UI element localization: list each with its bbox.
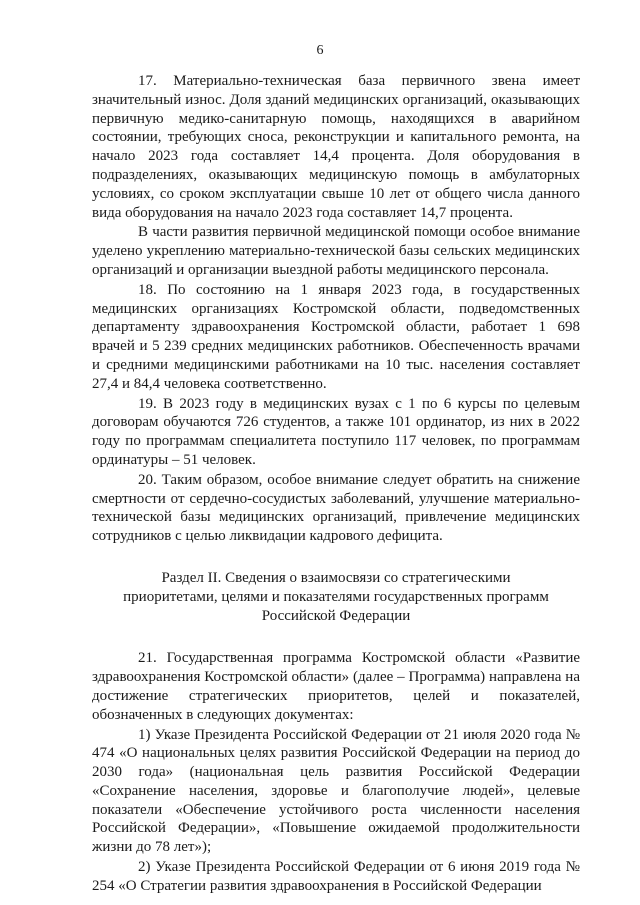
paragraph-20: 20. Таким образом, особое внимание следует обратить на снижение смертности от сердечно-сосудистых заболеваний, улучшение материально-технической базы медицинских организаций, привлечение медицинских сотрудников с целью ликвидации кадрового дефицита.	[92, 471, 580, 545]
section-heading-line-3: Российской Федерации	[261, 607, 411, 624]
list-item-2: 2) Указе Президента Российской Федерации от 6 июня 2019 года № 254 «О Стратегии развития здравоохранения в Российской Федерации	[92, 859, 580, 894]
document-body	[92, 72, 580, 896]
page-number: 6	[316, 43, 324, 58]
paragraph-18: 18. По состоянию на 1 января 2023 года, в государственных медицинских организациях Костромской области, подведомственных департаменту здравоохранения Костромской области, работает 1 698 врачей и 5 239 средних медицинских работников. Обеспеченность врачами и средними медицинскими работниками на 10 тыс. населения составляет 27,4 и 84,4 человека соответственно.	[92, 281, 580, 392]
paragraph-primary-care: В части развития первичной медицинской помощи особое внимание уделено укреплению материально-технической базы сельских медицинских организаций и организации выездной работы медицинского персонала.	[92, 224, 580, 278]
section-heading-line-1: Раздел II. Сведения о взаимосвязи со стратегическими	[161, 569, 511, 586]
section-heading	[92, 569, 580, 625]
paragraph-21: 21. Государственная программа Костромской области «Развитие здравоохранения Костромской области» (далее – Программа) направлена на достижение стратегических приоритетов, целей и показателей, обозначенных в следующих документах:	[92, 650, 580, 723]
paragraph-19: 19. В 2023 году в медицинских вузах с 1 по 6 курсы по целевым договорам обучаются 726 студентов, а также 101 ординатор, из них в 2022 году по программам специалитета поступило 117 человек, по программам ординатуры – 51 человек.	[92, 395, 580, 468]
section-heading-line-2: приоритетами, целями и показателями государственных программ	[123, 588, 549, 605]
paragraph-17: 17. Материально-техническая база первичного звена имеет значительный износ. Доля зданий медицинских организаций, оказывающих первичную медико-санитарную помощь, находящихся в аварийном состоянии, требующих сноса, реконструкции и капитального ремонта, на начало 2023 года составляет 14,4 процента. Доля оборудования в подразделениях, оказывающих медицинскую помощь в амбулаторных условиях, со сроком эксплуатации свыше 10 лет от общего числа данного вида оборудования на начало 2023 года составляет 14,7 процента.	[92, 73, 580, 221]
list-item-1: 1) Указе Президента Российской Федерации от 21 июля 2020 года № 474 «О национальных целях развития Российской Федерации на период до 2030 года» (национальная цель развития Российской Федерации «Сохранение населения, здоровье и благополучие людей», целевые показатели «Обеспечение устойчивого роста численности населения Российской Федерации», «Повышение ожидаемой продолжительности жизни до 78 лет»);	[92, 726, 580, 856]
